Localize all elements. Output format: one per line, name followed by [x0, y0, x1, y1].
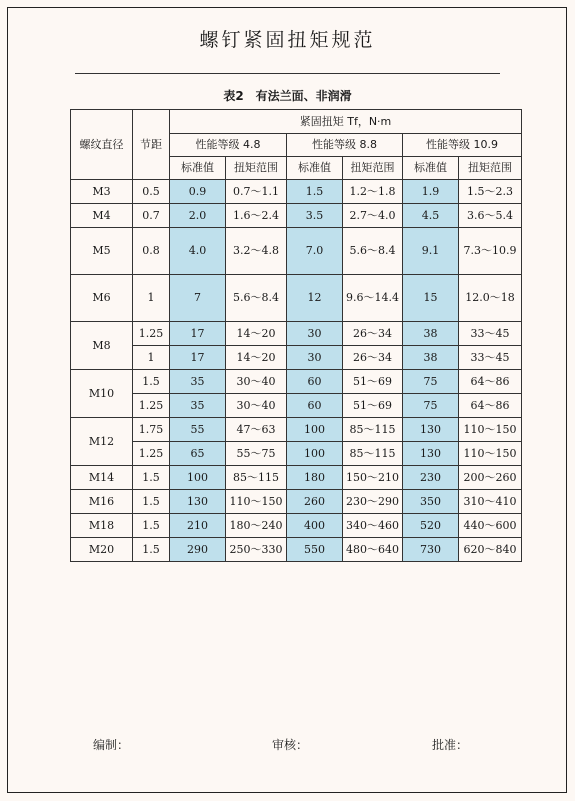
- std-value-cell: 260: [287, 490, 343, 514]
- table-row: [71, 538, 522, 562]
- range-cell: 0.7～1.1: [226, 180, 287, 204]
- std-value-cell: 290: [170, 538, 226, 562]
- std-value-cell: 17: [170, 322, 226, 346]
- header-grade-4-8: 性能等级 4.8: [170, 134, 287, 157]
- torque-table: [70, 109, 522, 562]
- range-cell: 150～210: [343, 466, 403, 490]
- table-row: [71, 180, 522, 204]
- std-value-cell: 100: [287, 442, 343, 466]
- pitch-cell: 1.25: [133, 322, 170, 346]
- prepared-by-label: 编制：: [93, 738, 130, 752]
- std-value-cell: 75: [403, 370, 459, 394]
- range-cell: 110～150: [459, 442, 522, 466]
- table-row: [71, 228, 522, 275]
- range-cell: 480～640: [343, 538, 403, 562]
- std-value-cell: 3.5: [287, 204, 343, 228]
- std-value-cell: 210: [170, 514, 226, 538]
- std-value-cell: 75: [403, 394, 459, 418]
- range-cell: 110～150: [459, 418, 522, 442]
- thread-diameter-cell: M4: [71, 204, 133, 228]
- header-range: 扭矩范围: [459, 157, 522, 180]
- range-cell: 5.6～8.4: [226, 275, 287, 322]
- pitch-cell: 1.75: [133, 418, 170, 442]
- table-row: [71, 418, 522, 442]
- std-value-cell: 35: [170, 394, 226, 418]
- pitch-cell: 0.5: [133, 180, 170, 204]
- thread-diameter-cell: M5: [71, 228, 133, 275]
- header-diameter: 螺纹直径: [71, 110, 133, 180]
- thread-diameter-cell: M20: [71, 538, 133, 562]
- range-cell: 85～115: [343, 442, 403, 466]
- range-cell: 250～330: [226, 538, 287, 562]
- thread-diameter-cell: M14: [71, 466, 133, 490]
- std-value-cell: 2.0: [170, 204, 226, 228]
- std-value-cell: 9.1: [403, 228, 459, 275]
- table-row: [71, 346, 522, 370]
- range-cell: 26～34: [343, 322, 403, 346]
- thread-diameter-cell: M12: [71, 418, 133, 466]
- range-cell: 26～34: [343, 346, 403, 370]
- std-value-cell: 60: [287, 370, 343, 394]
- pitch-cell: 1.25: [133, 442, 170, 466]
- header-range: 扭矩范围: [343, 157, 403, 180]
- range-cell: 85～115: [343, 418, 403, 442]
- std-value-cell: 38: [403, 346, 459, 370]
- pitch-cell: 1.5: [133, 514, 170, 538]
- range-cell: 310～410: [459, 490, 522, 514]
- std-value-cell: 1.5: [287, 180, 343, 204]
- table-row: [71, 322, 522, 346]
- header-std-value: 标准值: [287, 157, 343, 180]
- range-cell: 33～45: [459, 346, 522, 370]
- std-value-cell: 35: [170, 370, 226, 394]
- range-cell: 51～69: [343, 370, 403, 394]
- table-row: [71, 204, 522, 228]
- std-value-cell: 0.9: [170, 180, 226, 204]
- std-value-cell: 100: [170, 466, 226, 490]
- range-cell: 85～115: [226, 466, 287, 490]
- table-row: [71, 490, 522, 514]
- std-value-cell: 130: [403, 442, 459, 466]
- range-cell: 47～63: [226, 418, 287, 442]
- range-cell: 64～86: [459, 370, 522, 394]
- thread-diameter-cell: M16: [71, 490, 133, 514]
- std-value-cell: 17: [170, 346, 226, 370]
- std-value-cell: 60: [287, 394, 343, 418]
- pitch-cell: 1.5: [133, 490, 170, 514]
- pitch-cell: 1: [133, 275, 170, 322]
- range-cell: 110～150: [226, 490, 287, 514]
- std-value-cell: 520: [403, 514, 459, 538]
- std-value-cell: 7: [170, 275, 226, 322]
- header-torque: 紧固扭矩 Tf，N·m: [170, 110, 522, 134]
- std-value-cell: 55: [170, 418, 226, 442]
- header-range: 扭矩范围: [226, 157, 287, 180]
- std-value-cell: 730: [403, 538, 459, 562]
- std-value-cell: 1.9: [403, 180, 459, 204]
- range-cell: 1.2～1.8: [343, 180, 403, 204]
- table-body: [71, 180, 522, 562]
- range-cell: 30～40: [226, 370, 287, 394]
- std-value-cell: 400: [287, 514, 343, 538]
- std-value-cell: 30: [287, 322, 343, 346]
- header-grade-8-8: 性能等级 8.8: [287, 134, 403, 157]
- header-grade-10-9: 性能等级 10.9: [403, 134, 522, 157]
- std-value-cell: 550: [287, 538, 343, 562]
- pitch-cell: 1.5: [133, 466, 170, 490]
- thread-diameter-cell: M18: [71, 514, 133, 538]
- document-title: 螺钉紧固扭矩规范: [199, 29, 376, 51]
- table-row: [71, 370, 522, 394]
- table-caption: 表2 有法兰面、非润滑: [223, 89, 352, 103]
- table-row: [71, 275, 522, 322]
- range-cell: 1.6～2.4: [226, 204, 287, 228]
- thread-diameter-cell: M10: [71, 370, 133, 418]
- range-cell: 230～290: [343, 490, 403, 514]
- pitch-cell: 1: [133, 346, 170, 370]
- pitch-cell: 0.8: [133, 228, 170, 275]
- header-std-value: 标准值: [403, 157, 459, 180]
- title-divider: [75, 73, 500, 74]
- range-cell: 1.5～2.3: [459, 180, 522, 204]
- std-value-cell: 38: [403, 322, 459, 346]
- range-cell: 180～240: [226, 514, 287, 538]
- range-cell: 620～840: [459, 538, 522, 562]
- std-value-cell: 130: [403, 418, 459, 442]
- range-cell: 7.3～10.9: [459, 228, 522, 275]
- std-value-cell: 12: [287, 275, 343, 322]
- range-cell: 3.6～5.4: [459, 204, 522, 228]
- range-cell: 30～40: [226, 394, 287, 418]
- range-cell: 440～600: [459, 514, 522, 538]
- range-cell: 5.6～8.4: [343, 228, 403, 275]
- pitch-cell: 1.5: [133, 370, 170, 394]
- std-value-cell: 180: [287, 466, 343, 490]
- thread-diameter-cell: M3: [71, 180, 133, 204]
- std-value-cell: 230: [403, 466, 459, 490]
- range-cell: 340～460: [343, 514, 403, 538]
- std-value-cell: 7.0: [287, 228, 343, 275]
- range-cell: 9.6～14.4: [343, 275, 403, 322]
- pitch-cell: 0.7: [133, 204, 170, 228]
- thread-diameter-cell: M6: [71, 275, 133, 322]
- range-cell: 51～69: [343, 394, 403, 418]
- reviewed-by-label: 审核：: [272, 738, 309, 752]
- std-value-cell: 350: [403, 490, 459, 514]
- table-row: [71, 394, 522, 418]
- range-cell: 12.0～18: [459, 275, 522, 322]
- range-cell: 2.7～4.0: [343, 204, 403, 228]
- thread-diameter-cell: M8: [71, 322, 133, 370]
- std-value-cell: 4.0: [170, 228, 226, 275]
- table-row: [71, 514, 522, 538]
- range-cell: 3.2～4.8: [226, 228, 287, 275]
- std-value-cell: 30: [287, 346, 343, 370]
- std-value-cell: 4.5: [403, 204, 459, 228]
- header-std-value: 标准值: [170, 157, 226, 180]
- range-cell: 64～86: [459, 394, 522, 418]
- pitch-cell: 1.25: [133, 394, 170, 418]
- range-cell: 14～20: [226, 346, 287, 370]
- std-value-cell: 65: [170, 442, 226, 466]
- approved-by-label: 批准：: [432, 738, 469, 752]
- pitch-cell: 1.5: [133, 538, 170, 562]
- std-value-cell: 15: [403, 275, 459, 322]
- range-cell: 33～45: [459, 322, 522, 346]
- range-cell: 200～260: [459, 466, 522, 490]
- table-row: [71, 442, 522, 466]
- std-value-cell: 100: [287, 418, 343, 442]
- header-pitch: 节距: [133, 110, 170, 180]
- std-value-cell: 130: [170, 490, 226, 514]
- table-row: [71, 466, 522, 490]
- range-cell: 55～75: [226, 442, 287, 466]
- range-cell: 14～20: [226, 322, 287, 346]
